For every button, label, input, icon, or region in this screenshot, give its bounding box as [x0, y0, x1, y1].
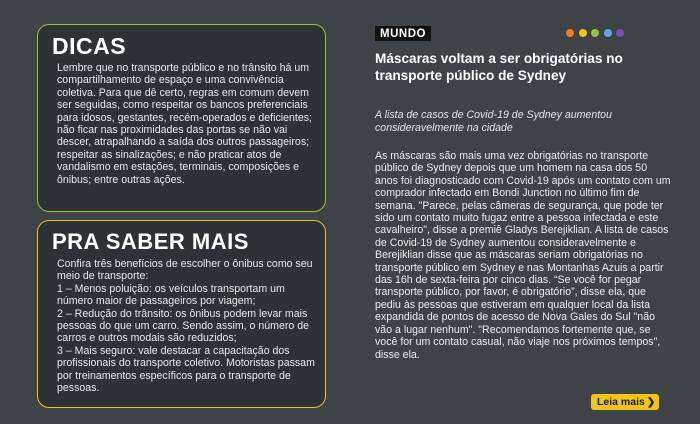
benefit-item: 3 – Mais seguro: vale destacar a capacitação dos profissionais do transporte coletivo. Motoristas passam por treinamentos específicos para o transporte de pessoas. — [57, 344, 315, 395]
dicas-text — [57, 62, 317, 186]
benefit-item: 1 – Menos poluição: os veículos transportam um número maior de passageiros por viagem; — [57, 282, 285, 308]
color-dot — [616, 29, 624, 37]
pra-saber-mais-title: PRA SABER MAIS — [52, 229, 249, 254]
news-body: As máscaras são mais uma vez obrigatórias no transporte público de Sydney depois que um homem na casa dos 50 anos foi diagnosticado com Covid-19 após um contato com um comprador infectado em Bondi Junction no último fim de semana. "Parece, pelas câmeras de segurança, que pode ter sido um contato muito fugaz entre a pessoa infectada e este cavalheiro", disse a premiê Gladys Berejiklian. A lista de casos de Covid-19 de Sydney aumentou consideravelmente e Berejiklian disse que as máscaras seriam obrigatórias no transporte público em Sydney e nas Montanhas Azuis a partir das 16h de sexta-feira por cinco dias. “Se você for pegar transporte público, por favor, é obrigatório”, disse ela, que pediu às pessoas que estiveram em qualquer local da lista expandida de pontos de acesso de Nova Gales do Sul "não vão a lugar nenhum". "Recomendamos fortemente que, se você for um contato casual, não viaje nos próximos tempos", disse ela. — [375, 150, 671, 361]
read-more-button[interactable] — [591, 394, 659, 410]
read-more-label: Leia mais — [597, 396, 645, 408]
pra-saber-mais-box — [37, 220, 326, 408]
news-headline: Máscaras voltam a ser obrigatórias no transporte público de Sydney — [375, 51, 623, 83]
color-dot — [604, 29, 612, 37]
chevron-right-icon: ❯ — [646, 397, 656, 408]
color-dot — [566, 29, 574, 37]
pra-saber-mais-text — [57, 258, 317, 394]
dicas-box — [37, 24, 326, 212]
color-dot — [579, 29, 587, 37]
benefit-item: 2 – Redução do trânsito: os ônibus podem levar mais pessoas do que um carro. Sendo assim, o número de carros e outros modais são reduzidos; — [57, 307, 310, 345]
color-dot — [591, 29, 599, 37]
pra-saber-mais-intro: Confira três benefícios de escolher o ônibus como seu meio de transporte: — [57, 258, 313, 283]
news-subheadline: A lista de casos de Covid-19 de Sydney aumentou consideravelmente na cidade — [375, 109, 612, 134]
color-dots — [566, 29, 629, 39]
dicas-title: DICAS — [52, 33, 127, 59]
section-tag: MUNDO — [375, 26, 431, 41]
dicas-paragraph: Lembre que no transporte público e no trânsito há um compartilhamento de espaço e uma convivência coletiva. Para que dê certo, regras em comum devem ser seguidas, como respeitar os bancos preferenciais para idosos, gestantes, recém-operados e deficientes; não ficar nas proximidades das portas se não vai descer, atrapalhando a saída dos outros passageiros; respeitar as sinalizações; e não praticar atos de vandalismo em estações, terminais, composições e ônibus; entre outras ações. — [57, 62, 312, 186]
